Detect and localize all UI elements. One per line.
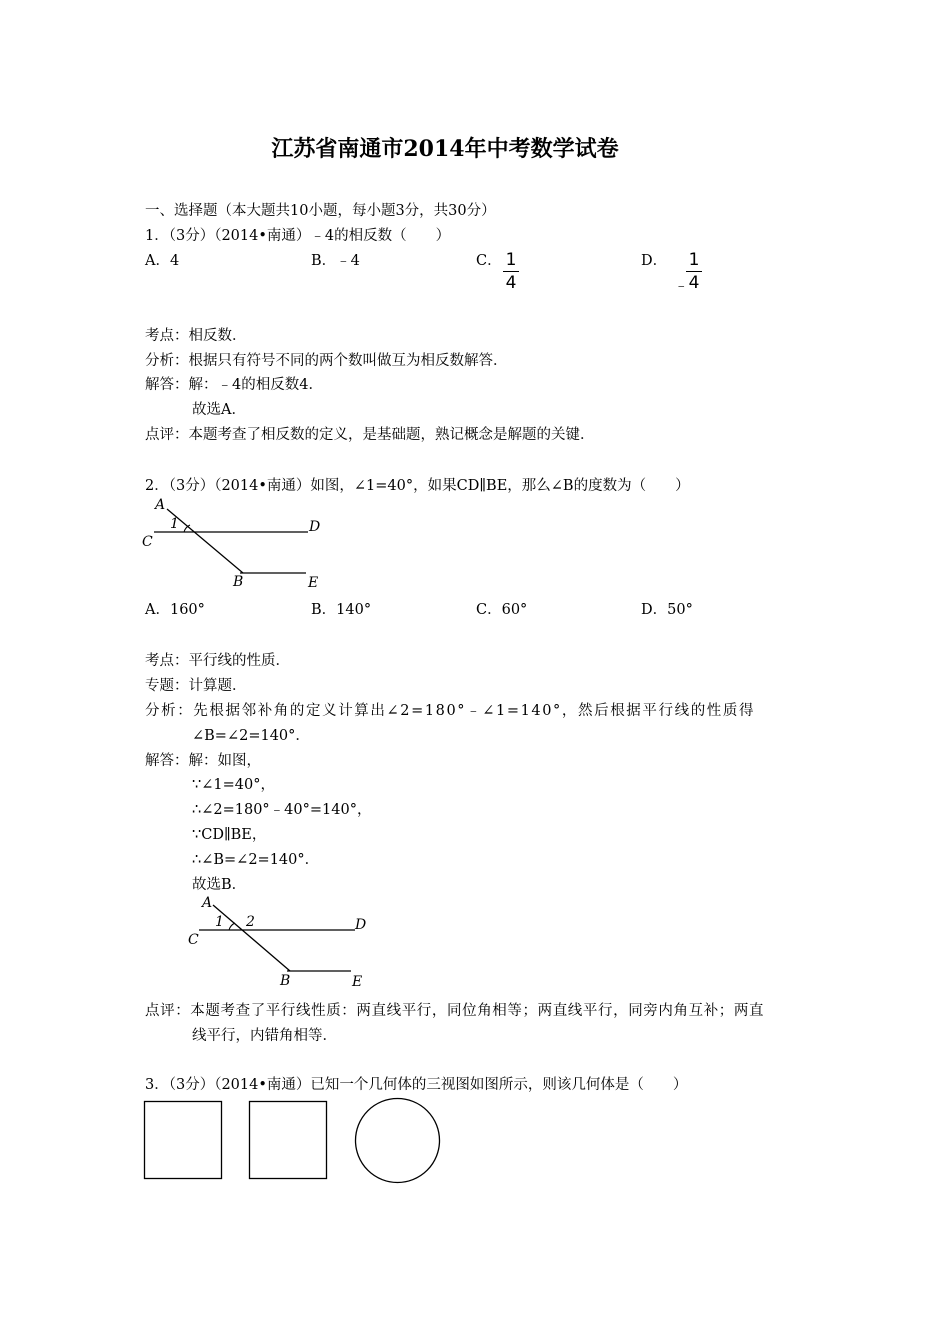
q2-kaodian: 考点：平行线的性质． [145,653,290,669]
q1-option-d-fraction [686,250,702,293]
q2-jieda-step3: ∵CD∥BE， [192,827,267,843]
q2-solution-figure [185,893,375,993]
q2-jieda-step4: ∴∠B=∠2=140°． [192,852,320,868]
q1-option-c-fraction [503,250,519,293]
q2-option-a: A．160° [145,602,205,618]
q1-option-d-denominator: 4 [688,273,700,293]
q1-option-b: B．﹣4 [311,253,360,269]
q2-zhuanti: 专题：计算题． [145,678,247,694]
q1-option-d-label: D． [641,253,668,269]
label-angle-1: 1 [215,914,224,930]
top-view-circle [356,1099,440,1183]
q2-dianping-line1: 点评：本题考查了平行线性质：两直线平行，同位角相等；两直线平行，同旁内角互补；两直 [145,1003,765,1019]
q2-jieda-step1: ∵∠1=40°， [192,777,275,793]
q1-option-c-label: C． [476,253,502,269]
side-view-square [250,1102,327,1179]
q2-option-d: D．50° [641,602,693,618]
q1-answer: 故选A． [192,402,246,418]
q2-jieda-step2: ∴∠2=180°﹣40°=140°， [192,802,372,818]
label-e: E [352,974,363,990]
q2-option-b: B．140° [311,602,372,618]
q2-stem: 2．（3分）（2014•南通）如图，∠1=40°，如果CD∥BE，那么∠B的度数为（ ） [145,478,690,494]
label-e: E [308,575,319,591]
q2-fenxi-line1: 分析：先根据邻补角的定义计算出∠2=180°﹣∠1=140°，然后根据平行线的性质得 [145,703,756,719]
label-a: A [202,895,213,911]
front-view-square [145,1102,222,1179]
q1-option-d-sign: ﹣ [674,278,689,294]
q2-jieda-intro: 解答：解：如图， [145,753,261,769]
label-a: A [155,497,166,513]
q1-option-c-numerator: 1 [505,250,517,270]
label-c: C [188,932,199,948]
q2-dianping-line2: 线平行，内错角相等． [192,1028,337,1044]
q2-fenxi-line2: ∠B=∠2=140°． [192,728,310,744]
q3-three-views [140,1094,450,1189]
q2-answer: 故选B． [192,877,247,893]
q3-stem: 3．（3分）（2014•南通）已知一个几何体的三视图如图所示，则该几何体是（ ） [145,1077,688,1093]
label-d: D [309,519,321,535]
label-d: D [355,917,367,933]
q1-kaodian: 考点：相反数． [145,328,247,344]
q2-option-c: C．60° [476,602,528,618]
q1-option-a: A．4 [145,253,180,269]
label-b: B [280,973,291,989]
q1-jieda: 解答：解：﹣4的相反数4． [145,377,323,393]
label-angle-1: 1 [170,516,179,532]
q1-option-c-denominator: 4 [505,273,517,293]
q1-option-d-numerator: 1 [688,250,700,270]
section-heading: 一、选择题（本大题共10小题，每小题3分，共30分） [145,203,496,219]
q2-figure [140,495,330,595]
q1-fenxi: 分析：根据只有符号不同的两个数叫做互为相反数解答． [145,353,508,369]
q1-dianping: 点评：本题考查了相反数的定义，是基础题，熟记概念是解题的关键． [145,427,595,443]
angle-1-arc [229,923,235,930]
label-c: C [142,534,153,550]
page-title: 江苏省南通市2014年中考数学试卷 [271,136,619,162]
label-b: B [233,574,244,590]
label-angle-2: 2 [246,914,255,930]
q1-stem: 1．（3分）（2014•南通）﹣4的相反数（ ） [145,228,451,244]
